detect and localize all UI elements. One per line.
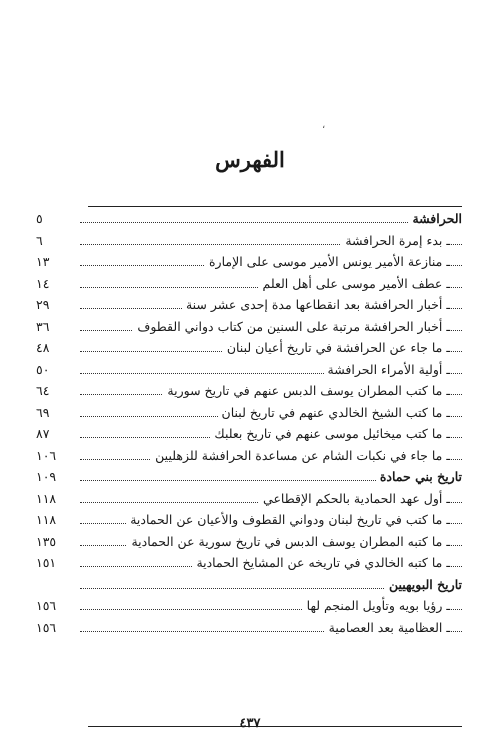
toc-entry-page: ٦ bbox=[36, 232, 43, 248]
dot-leader bbox=[80, 222, 462, 223]
toc-entry-label: ـ ما كتبه الخالدي في تاريخه عن المشايخ الحمادية bbox=[192, 552, 450, 574]
top-rule bbox=[88, 206, 462, 207]
toc-entry-label: ـ ما كتب في تاريخ لبنان ودواني القطوف والأعيان عن الحمادية bbox=[126, 509, 450, 531]
toc-entry-page: ١٠٩ bbox=[36, 469, 57, 484]
toc-entry-label: ـ ما كتب المطران يوسف الدبس عنهم في تاريخ سورية bbox=[163, 380, 450, 402]
toc-entry-page: ١١٨ bbox=[36, 490, 57, 506]
toc-entry-row bbox=[36, 595, 462, 617]
toc-section-row bbox=[36, 574, 462, 596]
toc-section-row bbox=[36, 208, 462, 230]
toc-entry-row bbox=[36, 337, 462, 359]
toc-entry-label: تاريخ بني حمادة bbox=[376, 466, 462, 488]
toc-entry-label: ـ ما جاء في نكبات الشام عن مساعدة الحرافشة للزهليين bbox=[151, 445, 450, 467]
toc-entry-label: تاريخ البويهيين bbox=[385, 574, 462, 596]
toc-entry-row bbox=[36, 617, 462, 639]
toc-entry-page: ١٤ bbox=[36, 275, 50, 291]
toc-entry-row bbox=[36, 531, 462, 553]
toc-section-row bbox=[36, 466, 462, 488]
toc-entry-row bbox=[36, 316, 462, 338]
toc-entry-page: ١٥١ bbox=[36, 555, 57, 570]
page-title: الفهرس bbox=[215, 147, 285, 172]
toc-entry-page: ٣٦ bbox=[36, 318, 50, 334]
toc-entry-row bbox=[36, 251, 462, 273]
page-number: ٤٣٧ bbox=[239, 716, 261, 731]
toc-entry-row bbox=[36, 230, 462, 252]
toc-entry-page: ١٥٦ bbox=[36, 598, 57, 613]
toc-entry-page: ١١٨ bbox=[36, 512, 57, 527]
toc-entry-label: ـ عطف الأمير موسى على أهل العلم bbox=[259, 273, 450, 295]
toc-entry-page: ٦٩ bbox=[36, 404, 50, 420]
toc-entry-page: ١٣٥ bbox=[36, 533, 57, 549]
toc-entry-label: ـ أخبار الحرافشة بعد انقطاعها مدة إحدى عشر سنة bbox=[182, 294, 450, 316]
toc-entry-row bbox=[36, 445, 462, 467]
toc-entry-label: ـ أول عهد الحمادية بالحكم الإقطاعي bbox=[259, 488, 450, 510]
toc-entry-row bbox=[36, 509, 462, 531]
toc-entry-row bbox=[36, 294, 462, 316]
toc-entry-page: ٢٩ bbox=[36, 297, 50, 312]
toc-entry-label: ـ ما كتب الشيخ الخالدي عنهم في تاريخ لبنان bbox=[218, 402, 450, 424]
toc-entry-label: ـ ما كتبه المطران يوسف الدبس في تاريخ سورية عن الحمادية bbox=[127, 531, 450, 553]
toc-entry-page: ٥٠ bbox=[36, 361, 50, 377]
toc-entry-page: ٨٧ bbox=[36, 426, 50, 441]
table-of-contents bbox=[36, 208, 462, 638]
toc-entry-label: ـ ما كتب ميخائيل موسى عنهم في تاريخ بعلبك bbox=[210, 423, 450, 445]
toc-entry-page: ٥ bbox=[36, 211, 43, 226]
stray-mark: ، bbox=[322, 120, 326, 131]
toc-entry-page: ٤٨ bbox=[36, 340, 50, 355]
toc-entry-page: ١٠٦ bbox=[36, 447, 57, 463]
toc-entry-row bbox=[36, 552, 462, 574]
toc-entry-label: ـ أخبار الحرافشة مرتبة على السنين من كتاب دواني القطوف bbox=[133, 316, 450, 338]
toc-entry-label: ـ رؤيا بويه وتأويل المنجم لها bbox=[303, 595, 450, 617]
toc-entry-row bbox=[36, 402, 462, 424]
toc-entry-label: ـ ما جاء عن الحرافشة في تاريخ أعيان لبنان bbox=[223, 337, 450, 359]
toc-entry-label: الحرافشة bbox=[408, 208, 462, 230]
toc-entry-page: ١٣ bbox=[36, 254, 50, 269]
toc-entry-row bbox=[36, 359, 462, 381]
toc-entry-label: ـ بدء إمرة الحرافشة bbox=[341, 230, 450, 252]
toc-entry-row bbox=[36, 273, 462, 295]
toc-entry-row bbox=[36, 423, 462, 445]
toc-entry-label: ـ العظامية بعد العصامية bbox=[325, 617, 450, 639]
toc-entry-row bbox=[36, 488, 462, 510]
toc-entry-page: ٦٤ bbox=[36, 383, 50, 398]
toc-entry-page: ١٥٦ bbox=[36, 619, 57, 635]
toc-entry-label: ـ منازعة الأمير يونس الأمير موسى على الإمارة bbox=[205, 251, 450, 273]
toc-entry-row bbox=[36, 380, 462, 402]
toc-entry-label: ـ أولية الأمراء الحرافشة bbox=[324, 359, 450, 381]
